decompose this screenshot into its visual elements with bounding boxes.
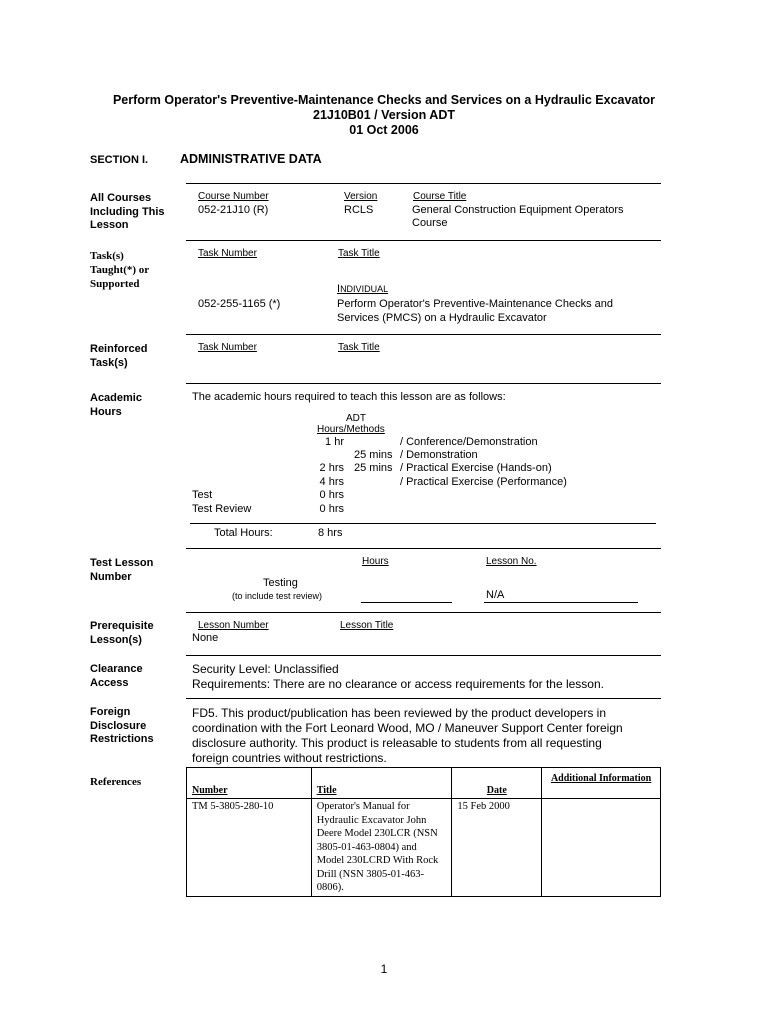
references-table (186, 767, 661, 897)
academic-row-method: / Practical Exercise (Performance) (400, 476, 567, 488)
academic-row-hours: 2 hrs (319, 462, 344, 474)
lesson-no-header: Lesson No. (486, 556, 537, 567)
ref-number: TM 5-3805-280-10 (187, 799, 312, 897)
academic-row-mins: 25 mins (354, 462, 393, 474)
divider (186, 183, 661, 184)
foreign-disclosure-label: Foreign Disclosure Restrictions (90, 706, 154, 745)
section-number: SECTION I. (90, 154, 149, 166)
testing-label: Testing (263, 577, 298, 589)
document-title: Perform Operator's Preventive-Maintenance Checks and Services on a Hydraulic Excavator (112, 93, 656, 107)
version-header: Version (344, 191, 378, 202)
lesson-title-header: Lesson Title (340, 620, 394, 631)
prerequisite-value: None (192, 632, 219, 644)
lesson-no-line (484, 602, 638, 603)
academic-row-hours: 0 hrs (319, 489, 344, 501)
test-lesson-label: Test Lesson Number (90, 557, 154, 583)
divider (186, 612, 661, 613)
reinforced-label: Reinforced Task(s) (90, 343, 148, 369)
individual-heading: INDIVIDUAL (337, 283, 389, 295)
hours-header: Hours (362, 556, 389, 567)
ref-title-header: Title (311, 768, 452, 799)
hours-blank-line (361, 602, 452, 603)
academic-row-label: Test (192, 489, 213, 501)
foreign-line: coordination with the Fort Leonard Wood, MO / Maneuver Support Center foreign (192, 721, 623, 735)
clearance-requirements: Requirements: There are no clearance or access requirements for the lesson. (192, 677, 604, 691)
academic-row-hours: 4 hrs (319, 476, 344, 488)
lesson-no-value: N/A (486, 589, 505, 601)
task-title-line2: Services (PMCS) on a Hydraulic Excavator (337, 312, 547, 324)
divider (190, 523, 656, 524)
reinforced-task-number-header: Task Number (198, 342, 257, 353)
references-label: References (90, 776, 142, 788)
document-version: 21J10B01 / Version ADT (313, 108, 455, 122)
academic-intro: The academic hours required to teach this lesson are as follows: (192, 391, 506, 403)
foreign-line: FD5. This product/publication has been reviewed by the product developers in (192, 706, 607, 720)
references-header-row (187, 768, 661, 799)
academic-row-label: Test Review (192, 503, 252, 515)
hours-methods-header: Hours/Methods (317, 424, 385, 435)
course-title-line1: General Construction Equipment Operators (412, 204, 624, 216)
foreign-line: foreign countries without restrictions. (192, 751, 387, 765)
course-number-header: Course Number (198, 191, 269, 202)
section-title: ADMINISTRATIVE DATA (180, 152, 322, 166)
task-title-header: Task Title (338, 248, 380, 259)
academic-row-hours: 1 hr (325, 436, 344, 448)
adt-header: ADT (346, 413, 366, 424)
testing-note: (to include test review) (232, 591, 323, 601)
courses-label: All Courses Including This Lesson (90, 192, 165, 231)
course-number: 052-21J10 (R) (198, 204, 269, 216)
tasks-label: Task(s) Taught(*) or Supported (90, 250, 149, 290)
prerequisite-label: Prerequisite Lesson(s) (90, 620, 154, 646)
task-number-header: Task Number (198, 248, 257, 259)
ref-date: 15 Feb 2000 (452, 799, 542, 897)
page-number: 1 (380, 962, 388, 976)
clearance-label: Clearance Access (90, 663, 143, 689)
divider (186, 383, 661, 384)
academic-label: Academic Hours (90, 392, 142, 418)
foreign-line: disclosure authority. This product is releasable to students from all requesting (192, 736, 602, 750)
ref-date-header: Date (452, 768, 542, 799)
total-hours-value: 8 hrs (318, 527, 343, 539)
divider (186, 655, 661, 656)
academic-row-method: / Conference/Demonstration (400, 436, 538, 448)
academic-row-method: / Demonstration (400, 449, 478, 461)
ref-title: Operator's Manual for Hydraulic Excavator John Deere Model 230LCR (NSN 3805-01-463-0804) and Model 230LCRD With Rock Drill (NSN 3805-01-463-0806). (311, 799, 452, 897)
document-date: 01 Oct 2006 (349, 123, 419, 137)
course-title-header: Course Title (413, 191, 467, 202)
divider (186, 698, 661, 699)
reinforced-task-title-header: Task Title (338, 342, 380, 353)
ref-number-header: Number (187, 768, 312, 799)
security-level: Security Level: Unclassified (192, 662, 339, 676)
ref-info (542, 799, 661, 897)
task-title-line1: Perform Operator's Preventive-Maintenance Checks and (337, 298, 614, 310)
lesson-number-header: Lesson Number (198, 620, 269, 631)
ref-info-header: Additional Information (542, 768, 661, 799)
course-title-line2: Course (412, 217, 448, 229)
course-version: RCLS (344, 204, 374, 216)
divider (186, 334, 661, 335)
divider (186, 548, 661, 549)
academic-row-hours: 0 hrs (319, 503, 344, 515)
task-number: 052-255-1165 (*) (198, 298, 281, 310)
academic-row-method: / Practical Exercise (Hands-on) (400, 462, 552, 474)
total-hours-label: Total Hours: (214, 527, 273, 539)
academic-row-mins: 25 mins (354, 449, 393, 461)
table-row (187, 799, 661, 897)
divider (186, 240, 661, 241)
